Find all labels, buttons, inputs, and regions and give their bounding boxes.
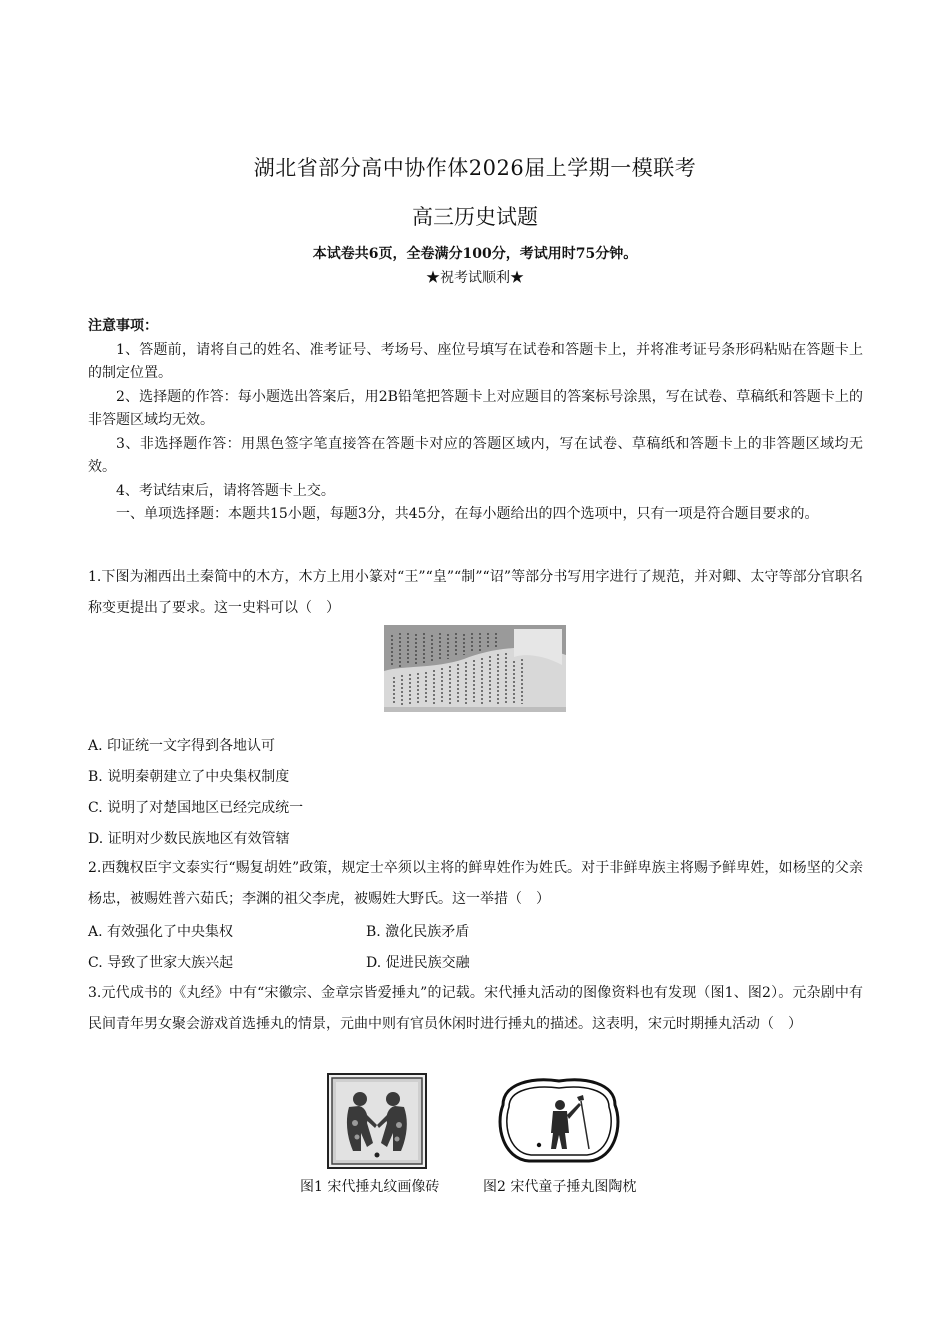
question-1-stem: 1.下图为湘西出土秦简中的木方，木方上用小篆对“王”“皇”“制”“诏”等部分书写用字进行了规范，并对卿、太守等部分官职名称变更提出了要求。这一史料可以（ ） <box>88 569 863 616</box>
exam-title: 湖北省部分高中协作体2026届上学期一模联考 <box>253 156 697 180</box>
question-3-stem: 3.元代成书的《丸经》中有“宋徽宗、金章宗皆爱捶丸”的记载。宋代捶丸活动的图像资料也有发现（图1、图2）。元杂剧中有民间青年男女聚会游戏首选捶丸的情景，元曲中则有官员休闲时进行捶丸的描述。这表明，宋元时期捶丸活动（ ） <box>88 985 863 1032</box>
exam-blessing: ★祝考试顺利★ <box>426 270 524 286</box>
section-heading: 一、单项选择题：本题共15小题，每题3分，共45分，在每小题给出的四个选项中，只有一项是符合题目要求的。 <box>116 506 819 522</box>
question-2-option-c: C. 导致了世家大族兴起 <box>88 955 234 971</box>
figure-1-caption: 图1 宋代捶丸纹画像砖 <box>300 1179 440 1195</box>
figure-1-relief-brick-image <box>327 1073 427 1169</box>
question-1-option-d: D. 证明对少数民族地区有效管辖 <box>88 831 290 847</box>
notice-section <box>88 315 863 527</box>
question-2-option-d: D. 促进民族交融 <box>366 955 470 971</box>
figure-2-caption: 图2 宋代童子捶丸图陶枕 <box>483 1179 637 1195</box>
notice-item: 1、答题前，请将自己的姓名、准考证号、考场号、座位号填写在试卷和答题卡上，并将准考证号条形码粘贴在答题卡上的制定位置。 <box>88 341 863 381</box>
notice-item: 2、选择题的作答：每小题选出答案后，用2B铅笔把答题卡上对应题目的答案标号涂黑，写在试卷、草稿纸和答题卡上的非答题区域均无效。 <box>88 388 863 428</box>
figure-2-ceramic-pillow-image <box>493 1075 625 1167</box>
notice-heading: 注意事项： <box>88 318 158 334</box>
question-1-option-b: B. 说明秦朝建立了中央集权制度 <box>88 769 290 785</box>
question-2-option-b: B. 激化民族矛盾 <box>366 924 470 940</box>
exam-subtitle: 高三历史试题 <box>412 205 538 229</box>
question-1-option-c: C. 说明了对楚国地区已经完成统一 <box>88 800 304 816</box>
exam-info: 本试卷共6页，全卷满分100分，考试用时75分钟。 <box>312 246 638 262</box>
notice-item: 4、考试结束后，请将答题卡上交。 <box>116 482 335 499</box>
question-2-stem: 2.西魏权臣宇文泰实行“赐复胡姓”政策，规定士卒须以主将的鲜卑姓作为姓氏。对于非鲜卑族主将赐予鲜卑姓，如杨坚的父亲杨忠，被赐姓普六茹氏；李渊的祖父李虎，被赐姓大野氏。这一举措（ ） <box>88 860 863 907</box>
wooden-tablet-image <box>384 625 566 712</box>
question-2-option-a: A. 有效强化了中央集权 <box>88 924 234 940</box>
notice-item: 3、非选择题作答：用黑色签字笔直接答在答题卡对应的答题区域内，写在试卷、草稿纸和答题卡上的非答题区域均无效。 <box>88 435 863 475</box>
question-1-option-a: A. 印证统一文字得到各地认可 <box>88 738 276 754</box>
